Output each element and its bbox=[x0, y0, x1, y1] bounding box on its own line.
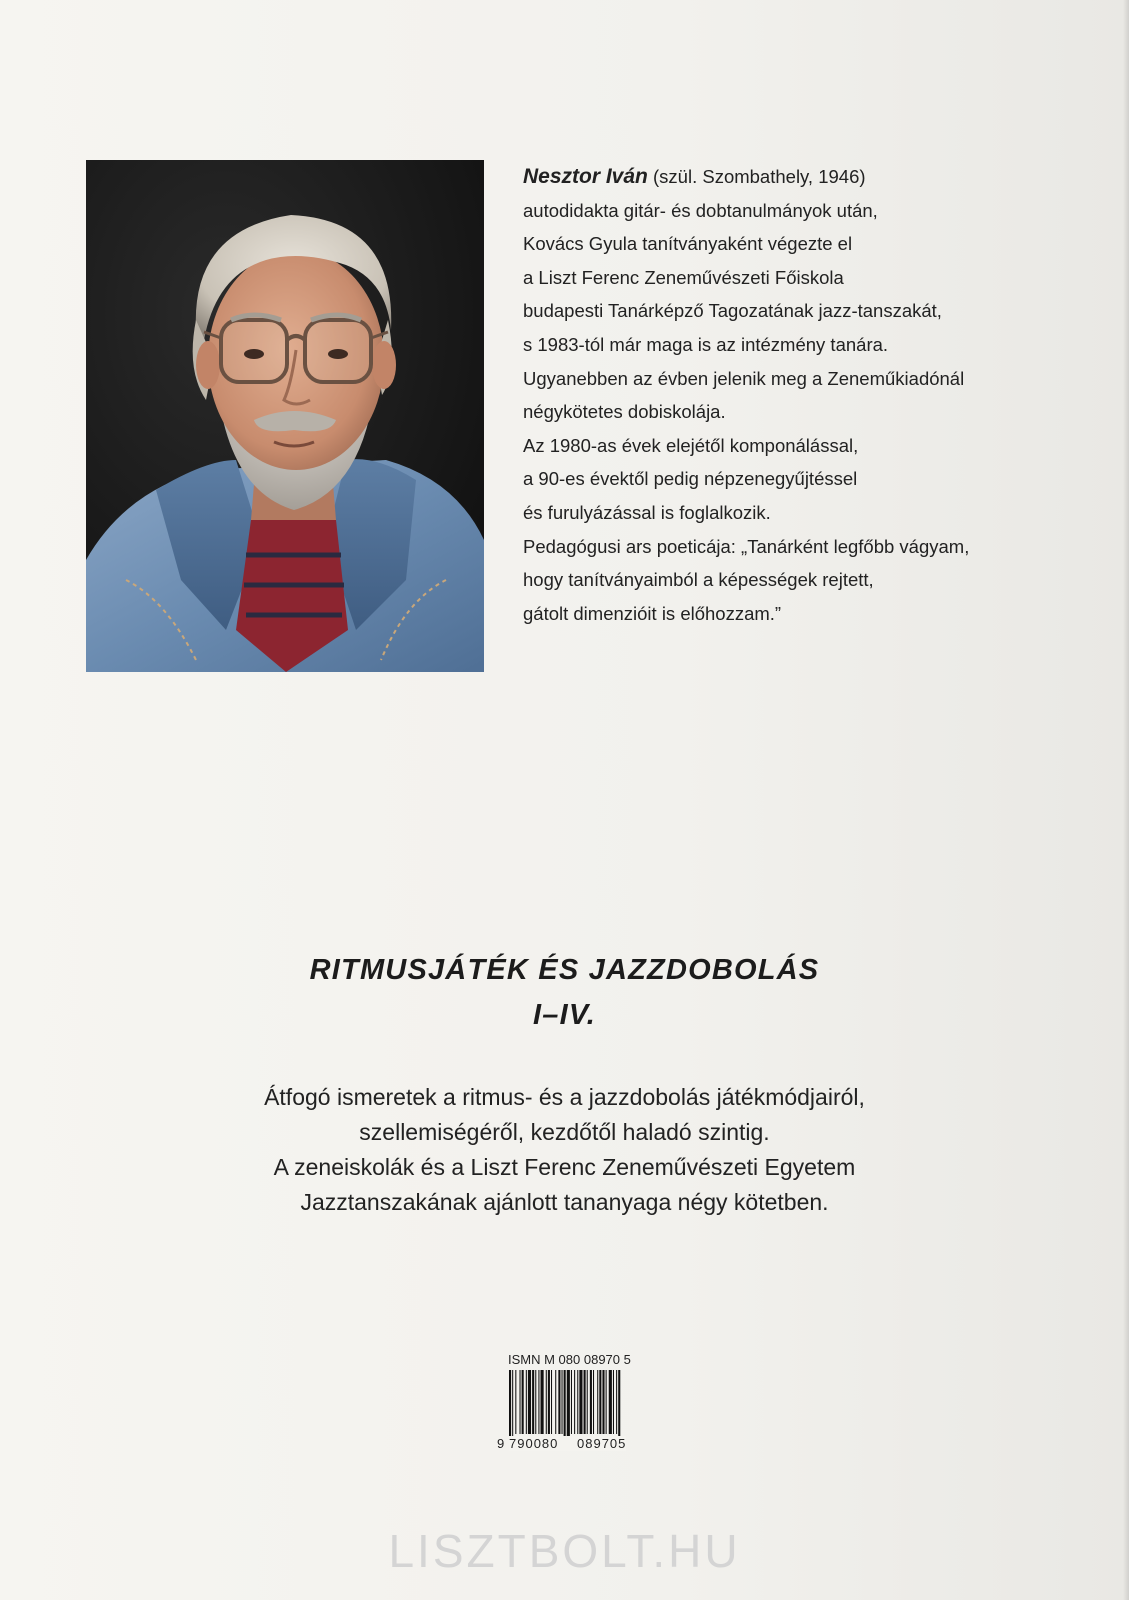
barcode-bar bbox=[526, 1370, 527, 1434]
barcode-bar bbox=[613, 1370, 614, 1434]
author-portrait-illustration bbox=[86, 160, 484, 672]
barcode-bar bbox=[597, 1370, 598, 1434]
barcode-bar bbox=[567, 1370, 570, 1444]
book-volumes: I–IV. bbox=[533, 999, 596, 1031]
description-line: Átfogó ismeretek a ritmus- és a jazzdobolás játékmódjairól, bbox=[264, 1084, 865, 1110]
description-line: Jazztanszakának ajánlott tananyaga négy kötetben. bbox=[300, 1189, 829, 1215]
barcode-bar bbox=[551, 1370, 552, 1434]
barcode-bar bbox=[606, 1370, 607, 1434]
barcode-bar bbox=[528, 1370, 531, 1434]
bio-line-text: (szül. Szombathely, 1946) bbox=[647, 166, 866, 187]
bio-line: gátolt dimenzióit is előhozzam.” bbox=[523, 602, 782, 624]
bio-line: s 1983-tól már maga is az intézmény tanára. bbox=[523, 333, 889, 355]
ismn-number: ISMN M 080 08970 5 bbox=[508, 1352, 631, 1367]
barcode-bar bbox=[522, 1370, 524, 1434]
barcode-bar bbox=[574, 1370, 575, 1434]
barcode-bar bbox=[555, 1370, 556, 1434]
barcode-bar bbox=[593, 1370, 594, 1434]
barcode-bar bbox=[616, 1370, 617, 1434]
barcode-bar bbox=[562, 1370, 563, 1434]
barcode-digit-lead: 9 bbox=[497, 1436, 505, 1451]
barcode-bar bbox=[590, 1370, 592, 1434]
bio-line: Pedagógusi ars poeticája: „Tanárként legfőbb vágyam, bbox=[523, 535, 970, 557]
barcode-bar bbox=[571, 1370, 572, 1434]
bio-line: négykötetes dobiskolája. bbox=[523, 401, 726, 423]
book-title-block bbox=[0, 948, 1129, 1038]
barcode-digits-right: 089705 bbox=[577, 1436, 627, 1451]
bio-line: hogy tanítványaimból a képességek rejtett, bbox=[523, 569, 874, 591]
bio-line: Ugyanebben az évben jelenik meg a Zeneműkiadónál bbox=[523, 367, 965, 389]
bio-line bbox=[523, 160, 1103, 194]
barcode-bar bbox=[602, 1370, 604, 1434]
bio-line: Kovács Gyula tanítványaként végezte el bbox=[523, 233, 853, 255]
barcode-bar bbox=[558, 1370, 560, 1434]
bio-line: a 90-es évektől pedig népzenegyűjtéssel bbox=[523, 468, 858, 490]
barcode-bar bbox=[538, 1370, 539, 1434]
book-title: RITMUSJÁTÉK ÉS JAZZDOBOLÁS bbox=[309, 954, 820, 986]
barcode-bar bbox=[609, 1370, 612, 1434]
description-line: szellemiségéről, kezdőtől haladó szintig. bbox=[359, 1119, 770, 1145]
barcode-digits-left: 790080 bbox=[509, 1436, 577, 1451]
watermark: LISZTBOLT.HU bbox=[388, 1525, 741, 1577]
bio-line: autodidakta gitár- és dobtanulmányok után, bbox=[523, 199, 878, 221]
barcode-bar bbox=[541, 1370, 544, 1434]
bio-line: Az 1980-as évek elejétől komponálással, bbox=[523, 434, 859, 456]
barcode-bar bbox=[618, 1370, 620, 1444]
barcode-bar bbox=[546, 1370, 547, 1434]
barcode-bar bbox=[599, 1370, 601, 1434]
barcode-bar bbox=[515, 1370, 516, 1434]
barcode-bar bbox=[579, 1370, 582, 1434]
author-photo bbox=[86, 160, 484, 672]
bio-line: és furulyázással is foglalkozik. bbox=[523, 501, 771, 523]
barcode-bar bbox=[584, 1370, 586, 1434]
description-line: A zeneiskolák és a Liszt Ferenc Zeneművészeti Egyetem bbox=[273, 1154, 856, 1180]
barcode-bar bbox=[587, 1370, 588, 1434]
barcode-bar bbox=[564, 1370, 566, 1444]
barcode-bar bbox=[535, 1370, 536, 1434]
barcode-bar bbox=[532, 1370, 534, 1434]
barcode-digits bbox=[497, 1436, 657, 1451]
book-description bbox=[0, 1080, 1129, 1220]
bio-line: a Liszt Ferenc Zeneművészeti Főiskola bbox=[523, 266, 844, 288]
bio-line: budapesti Tanárképző Tagozatának jazz-tanszakát, bbox=[523, 300, 942, 322]
barcode-bar bbox=[509, 1370, 511, 1444]
author-name: Nesztor Iván bbox=[523, 165, 648, 188]
barcode-bar bbox=[520, 1370, 521, 1434]
barcode-bar bbox=[577, 1370, 578, 1434]
barcode-bar bbox=[512, 1370, 513, 1444]
barcode-icon bbox=[507, 1370, 655, 1444]
barcode-bar bbox=[548, 1370, 550, 1434]
author-biography bbox=[523, 160, 1103, 630]
